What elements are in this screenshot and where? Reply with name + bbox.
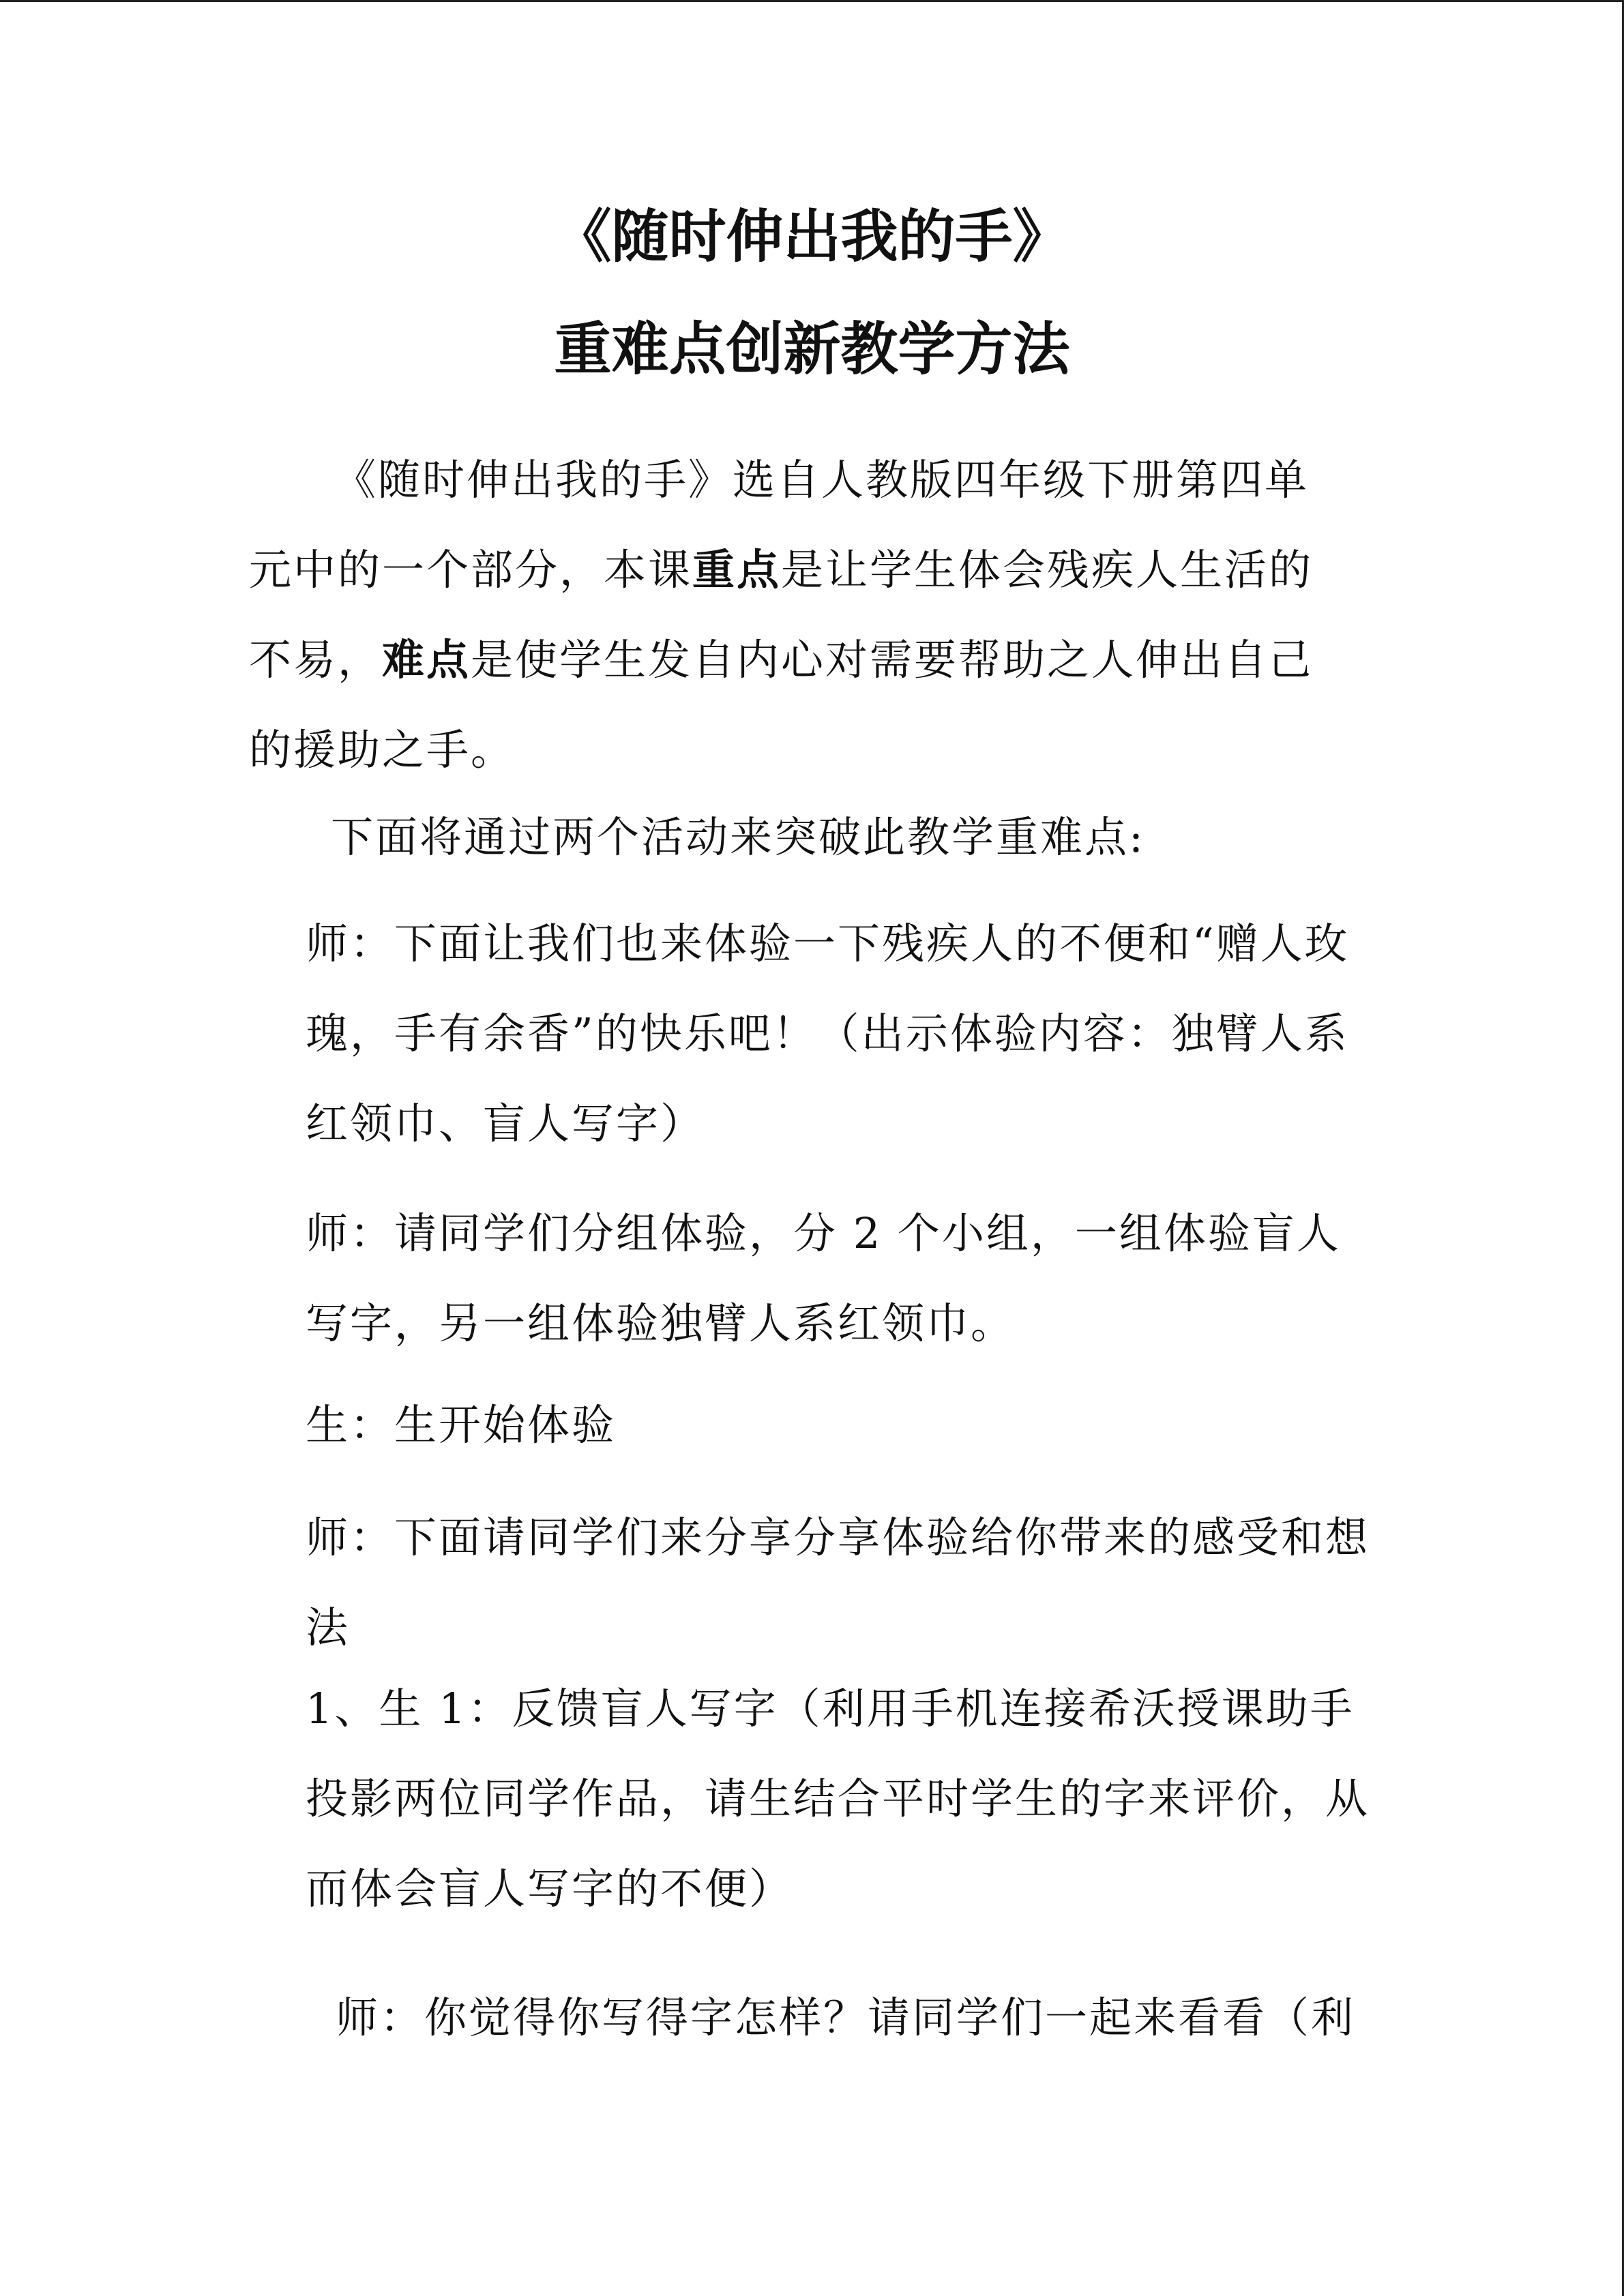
- intro-text-3: 是使学生发自内心对需要帮助之人伸出自己的援助之手。: [249, 635, 1314, 775]
- document-subtitle: 重难点创新教学方法: [554, 316, 1070, 383]
- key-point-label: 重点: [692, 545, 782, 595]
- dialogue-paragraph: 师：下面请同学们来分享分享体验给你带来的感受和想法: [306, 1512, 1370, 1652]
- dialogue-paragraph: 1、生 1：反馈盲人写字（利用手机连接希沃授课助手投影两位同学作品，请生结合平时学生的字来评价，从而体会盲人写字的不便）: [306, 1684, 1370, 1913]
- lead-paragraph: 下面将通过两个活动来突破此教学重难点:: [331, 812, 1145, 862]
- page-border-top: [0, 0, 1624, 2]
- dialogue-paragraph: 师：你觉得你写得字怎样？请同学们一起来看看（利: [336, 1993, 1356, 2042]
- intro-text-1: 《随时伸出我的手》选自人教版四年级下册第四单元中的一个部分，本课: [249, 455, 1310, 595]
- dialogue-paragraph: 生：生开始体验: [306, 1400, 617, 1450]
- intro-text-2: 是让学生体会残疾人生活的不易，: [249, 545, 1314, 685]
- document-title: 《随时伸出我的手》: [554, 203, 1070, 270]
- difficulty-label: 难点: [382, 635, 471, 685]
- dialogue-paragraph: 师：请同学们分组体验，分 2 个小组，一组体验盲人写字，另一组体验独臂人系红领巾。: [306, 1208, 1341, 1348]
- dialogue-paragraph: 师：下面让我们也来体验一下残疾人的不便和“赠人玫瑰，手有余香”的快乐吧！（出示体验内容：独臂人系红领巾、盲人写字）: [306, 919, 1349, 1148]
- intro-paragraph: [249, 435, 1340, 795]
